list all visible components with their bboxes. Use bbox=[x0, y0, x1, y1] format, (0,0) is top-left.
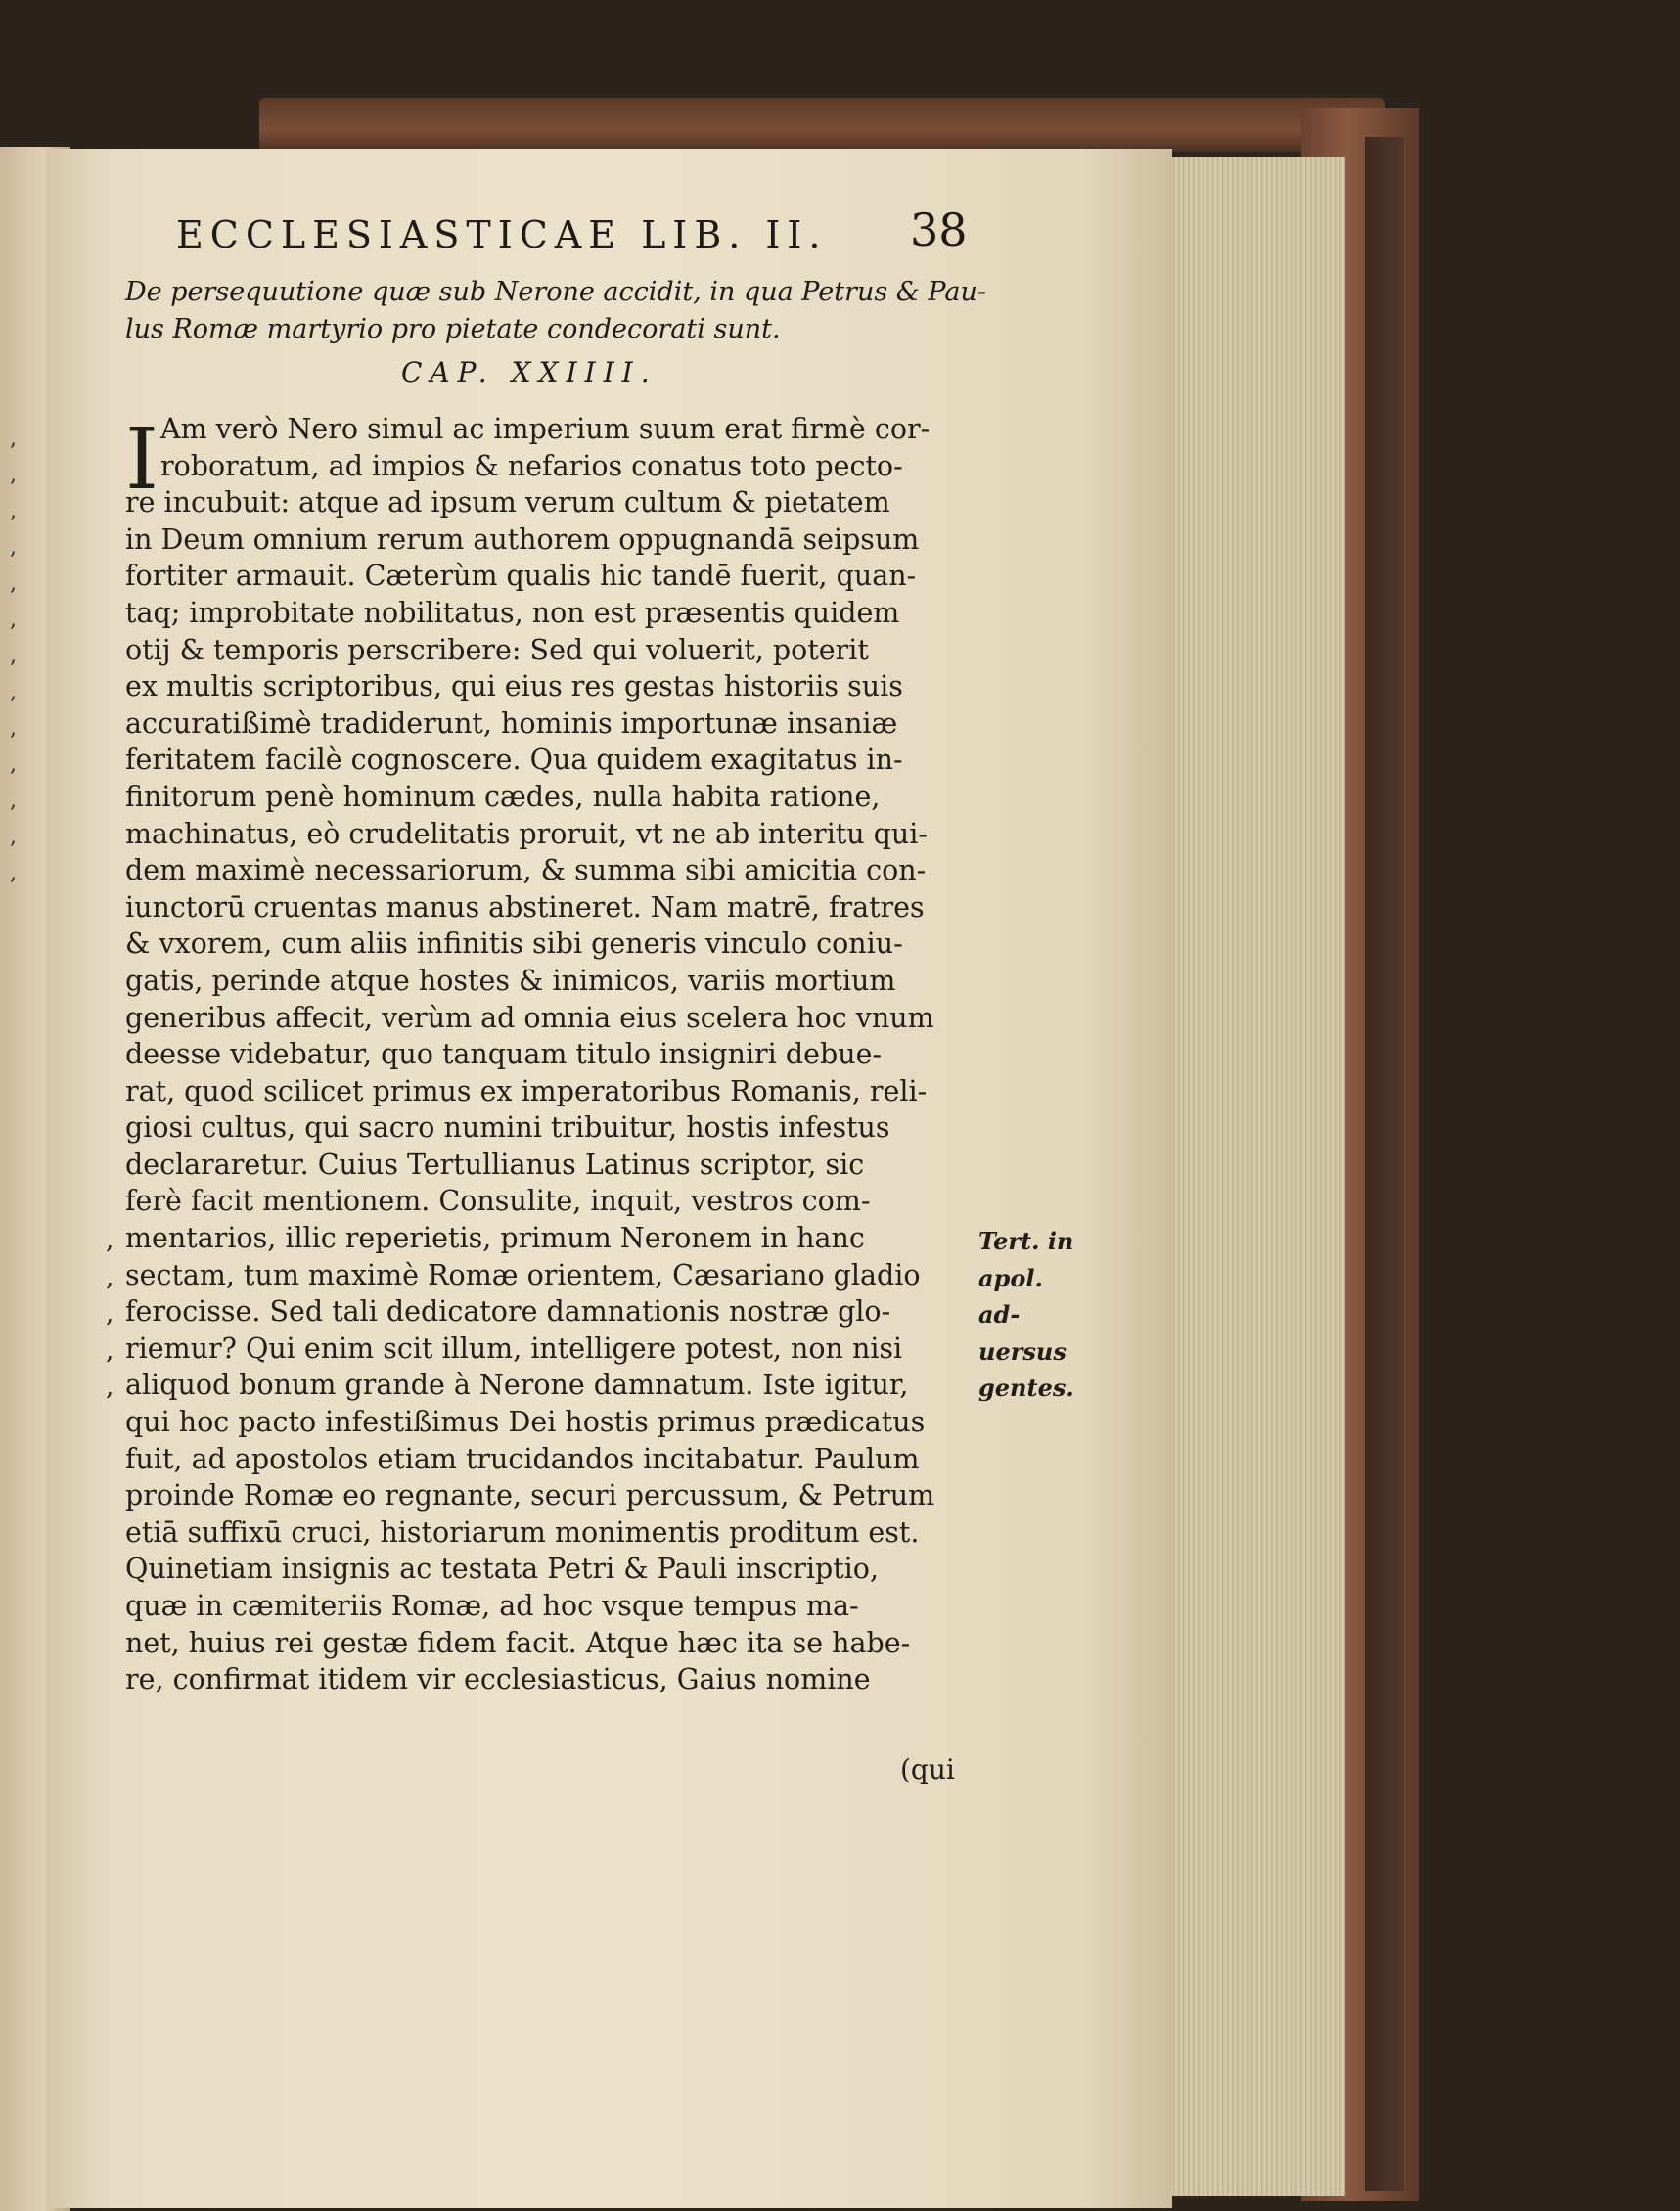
text-line: feritatem facilè cognoscere. Qua quidem exagitatus in- bbox=[125, 744, 903, 777]
text-line: rat, quod scilicet primus ex imperatoribus Romanis, reli- bbox=[125, 1074, 928, 1107]
margin-note-line: gentes. bbox=[978, 1374, 1074, 1403]
margin-note bbox=[978, 1223, 1086, 1407]
text-line: & vxorem, cum aliis infinitis sibi generis vinculo coniu- bbox=[125, 927, 903, 961]
text-line: proinde Romæ eo regnante, securi percussum, & Petrum bbox=[125, 1479, 935, 1512]
text-line: etiā suffixū cruci, historiarum monimentis proditum est. bbox=[125, 1515, 920, 1549]
text-line: declararetur. Cuius Tertullianus Latinus scriptor, sic bbox=[125, 1148, 865, 1181]
text-line: mentarios, illic reperietis, primum Neronem in hanc bbox=[125, 1222, 865, 1255]
text-line: Am verò Nero simul ac imperium suum erat firmè cor- bbox=[160, 413, 931, 445]
chapter-title-line: De persequutione quæ sub Nerone accidit, in qua Petrus & Pau- bbox=[125, 277, 986, 307]
text-line: in Deum omnium rerum authorem oppugnandā seipsum bbox=[125, 522, 920, 556]
text-line: ferocisse. Sed tali dedicatore damnationis nostræ glo- bbox=[125, 1295, 891, 1329]
text-line: ex multis scriptoribus, qui eius res gestas historiis suis bbox=[125, 670, 903, 703]
text-line: finitorum penè hominum cædes, nulla habita ratione, bbox=[125, 780, 881, 813]
text-line: gatis, perinde atque hostes & inimicos, variis mortium bbox=[125, 964, 896, 997]
text-line: fortiter armauit. Cæterùm qualis hic tandē fuerit, quan- bbox=[125, 560, 917, 593]
text-line: qui hoc pacto infestißimus Dei hostis primus prædicatus bbox=[125, 1406, 926, 1439]
book-cover-edge bbox=[1365, 137, 1404, 2191]
text-line: dem maximè necessariorum, & summa sibi amicitia con- bbox=[125, 854, 927, 887]
page-edges bbox=[1159, 157, 1345, 2196]
text-line: fuit, ad apostolos etiam trucidandos incitabatur. Paulum bbox=[125, 1442, 920, 1475]
text-line: deesse videbatur, quo tanquam titulo insigniri debue- bbox=[125, 1038, 883, 1071]
chapter-title-line: lus Romæ martyrio pro pietate condecorati sunt. bbox=[125, 314, 781, 344]
running-title: ECCLESIASTICAE LIB. II. bbox=[176, 213, 828, 256]
text-line: aliquod bonum grande à Nerone damnatum. Iste igitur, bbox=[125, 1369, 909, 1402]
text-line: accuratißimè tradiderunt, hominis importunæ insaniæ bbox=[125, 706, 898, 740]
text-line: machinatus, eò crudelitatis proruit, vt ne ab interitu qui- bbox=[125, 817, 929, 850]
text-line: ferè facit mentionem. Consulite, inquit, vestros com- bbox=[125, 1185, 871, 1218]
drop-cap: I bbox=[125, 411, 159, 509]
page-number: 38 bbox=[910, 203, 968, 256]
text-line: re incubuit: atque ad ipsum verum cultum & pietatem bbox=[125, 486, 890, 519]
text-line: otij & temporis perscribere: Sed qui voluerit, poterit bbox=[125, 633, 869, 666]
text-line: iunctorū cruentas manus abstineret. Nam matrē, fratres bbox=[125, 890, 925, 924]
chapter-title bbox=[125, 274, 986, 348]
margin-note-line: apol. ad- bbox=[978, 1263, 1043, 1330]
margin-note-line: Tert. in bbox=[978, 1227, 1074, 1255]
text-line: net, huius rei gestæ fidem facit. Atque hæc ita se habe- bbox=[125, 1626, 911, 1659]
text-line: roboratum, ad impios & nefarios conatus toto pecto- bbox=[160, 449, 903, 482]
text-line: riemur? Qui enim scit illum, intelligere potest, non nisi bbox=[125, 1331, 903, 1365]
text-line: re, confirmat itidem vir ecclesiasticus, Gaius nomine bbox=[125, 1663, 871, 1696]
chapter-number: CAP. XXIIII. bbox=[401, 356, 658, 388]
catchword: (qui bbox=[900, 1753, 955, 1785]
margin-note-line: uersus bbox=[978, 1336, 1067, 1366]
text-line: quæ in cæmiteriis Romæ, ad hoc vsque tempus ma- bbox=[125, 1590, 859, 1622]
text-line: taq; improbitate nobilitatus, non est præsentis quidem bbox=[125, 596, 900, 629]
body-text bbox=[125, 411, 967, 1698]
text-line: Quinetiam insignis ac testata Petri & Pauli inscriptio, bbox=[125, 1553, 880, 1586]
text-line: giosi cultus, qui sacro numini tribuitur, hostis infestus bbox=[125, 1111, 890, 1145]
text-line: generibus affecit, verùm ad omnia eius scelera hoc vnum bbox=[125, 1001, 934, 1034]
facing-page-marks: , , , , , , , , , , , , , bbox=[10, 427, 17, 885]
text-line: sectam, tum maximè Romæ orientem, Cæsariano gladio bbox=[125, 1258, 921, 1291]
quotation-marks: , , , , , bbox=[106, 1226, 114, 1403]
book-cover-top bbox=[259, 98, 1385, 152]
